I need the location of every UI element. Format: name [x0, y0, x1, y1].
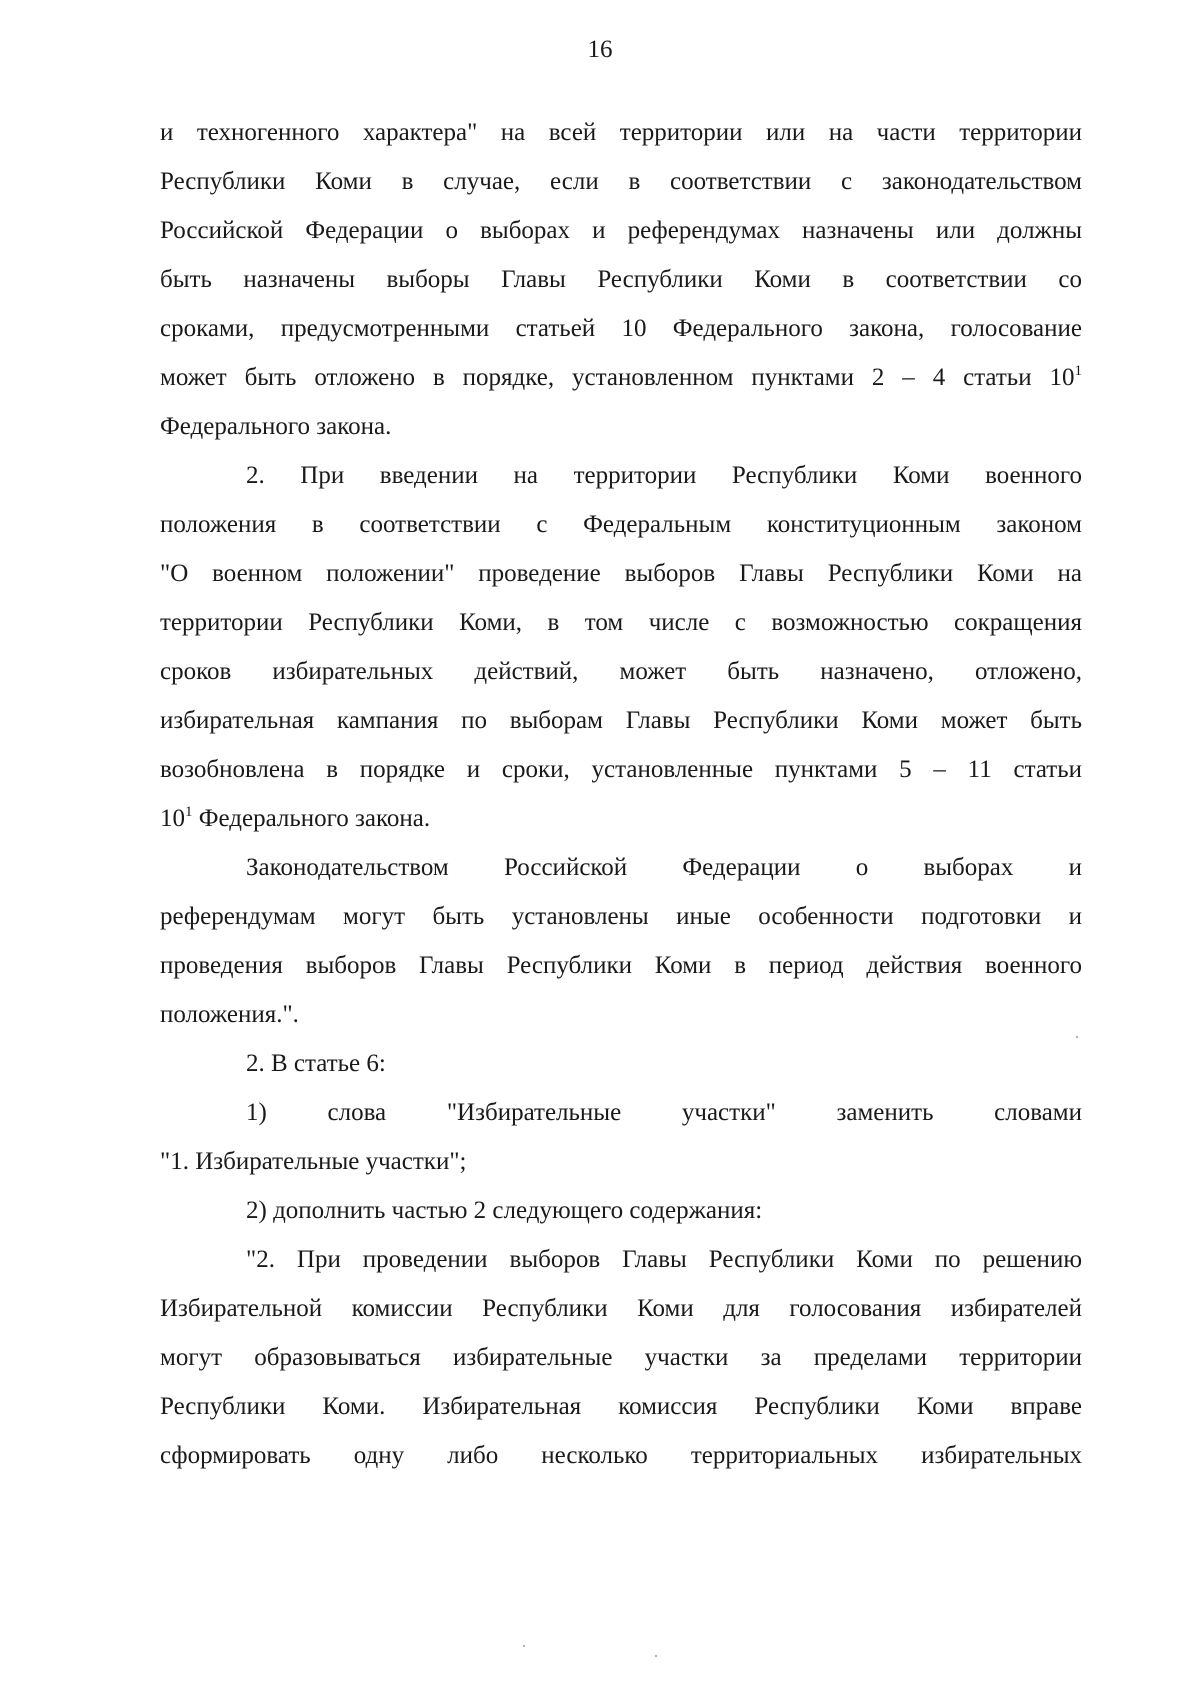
- text-fragment: Федерального закона.: [192, 805, 431, 832]
- text-line: [160, 353, 1082, 402]
- text-line: Законодательством Российской Федерации о выборах и: [246, 854, 1082, 881]
- scan-speck: [523, 1645, 525, 1647]
- text-line: возобновлена в порядке и сроки, установленные пунктами 5 – 11 статьи: [160, 756, 1082, 783]
- text-line: быть назначены выборы Главы Республики Коми в соответствии со: [160, 266, 1082, 293]
- text-line: 1) слова "Избирательные участки" заменить словами: [246, 1099, 1082, 1126]
- text-line: могут образовываться избирательные участки за пределами территории: [160, 1344, 1082, 1371]
- text-line: территории Республики Коми, в том числе с возможностью сокращения: [160, 609, 1082, 636]
- text-line: Федерального закона.: [160, 413, 392, 440]
- scan-speck: [1076, 1036, 1078, 1038]
- text-line: сроков избирательных действий, может быть назначено, отложено,: [160, 658, 1082, 685]
- text-line: положения в соответствии с Федеральным конституционным законом: [160, 511, 1082, 538]
- text-line: референдумам могут быть установлены иные особенности подготовки и: [160, 903, 1082, 930]
- text-line: "2. При проведении выборов Главы Республики Коми по решению: [246, 1246, 1082, 1273]
- text-line: 2. В статье 6:: [246, 1050, 386, 1077]
- text-line: [160, 794, 1082, 843]
- text-line: положения.".: [160, 1001, 299, 1028]
- text-line: "О военном положении" проведение выборов Главы Республики Коми на: [160, 560, 1082, 587]
- document-body: [160, 108, 1082, 1480]
- page-number: 16: [587, 36, 613, 63]
- text-line: Республики Коми. Избирательная комиссия Республики Коми вправе: [160, 1393, 1082, 1420]
- text-line: Российской Федерации о выборах и референдумах назначены или должны: [160, 217, 1082, 244]
- text-line: проведения выборов Главы Республики Коми в период действия военного: [160, 952, 1082, 979]
- text-line: сроками, предусмотренными статьей 10 Федерального закона, голосование: [160, 315, 1082, 342]
- scan-speck: [655, 1655, 657, 1657]
- text-line: 2) дополнить частью 2 следующего содержания:: [246, 1197, 763, 1224]
- text-line: 2. При введении на территории Республики Коми военного: [246, 462, 1082, 489]
- text-fragment: 10: [160, 805, 185, 832]
- text-line: Избирательной комиссии Республики Коми для голосования избирателей: [160, 1295, 1082, 1322]
- text-line: и техногенного характера" на всей территории или на части территории: [160, 119, 1082, 146]
- text-line: избирательная кампания по выборам Главы Республики Коми может быть: [160, 707, 1082, 734]
- text-line: "1. Избирательные участки";: [160, 1148, 467, 1175]
- text-line: сформировать одну либо несколько территориальных избирательных: [160, 1442, 1082, 1469]
- superscript: 1: [1074, 363, 1082, 379]
- text-line: Республики Коми в случае, если в соответствии с законодательством: [160, 168, 1082, 195]
- superscript: 1: [185, 804, 193, 820]
- text-fragment: может быть отложено в порядке, установленном пунктами 2 – 4 статьи 10: [160, 364, 1075, 391]
